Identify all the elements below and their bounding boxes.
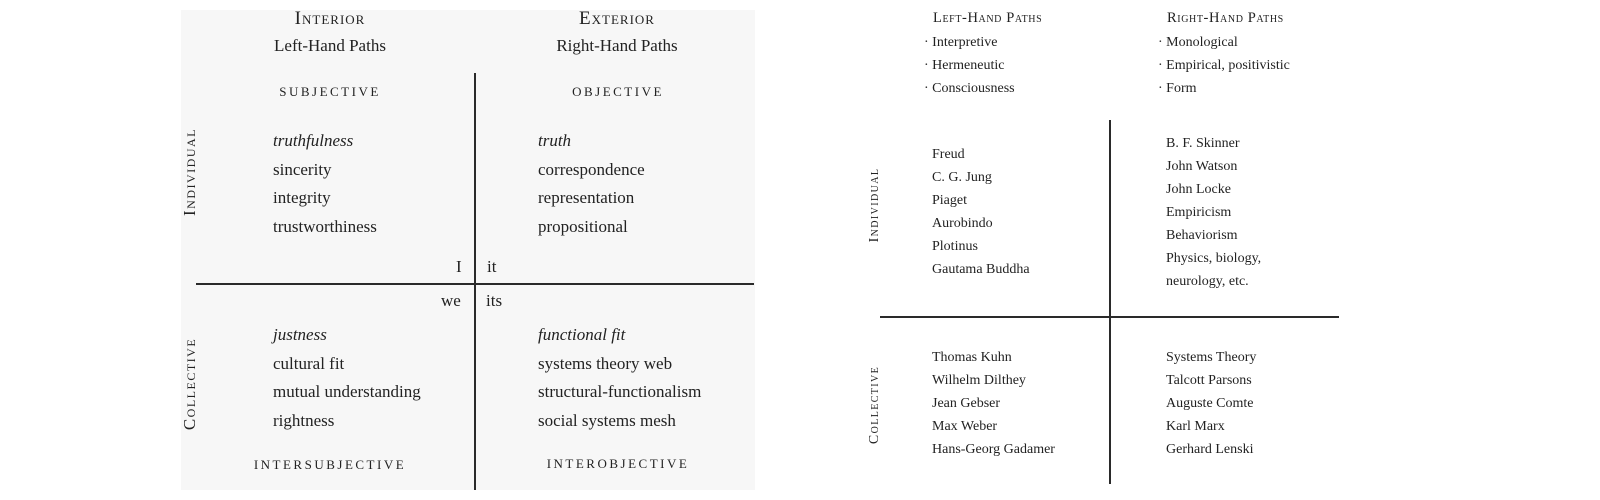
list-item: · Interpretive — [924, 35, 998, 50]
list-item: Karl Marx — [1166, 419, 1225, 434]
right-hand-bullets — [1158, 31, 1290, 100]
list-item: representation — [538, 188, 635, 207]
header-left-hand-paths: Left-Hand Paths — [933, 10, 1043, 26]
header-right-hand-paths: Right-Hand Paths — [1167, 10, 1284, 26]
quadrant-lower-right — [1166, 346, 1256, 461]
header-interior-sub: Left-Hand Paths — [274, 36, 386, 55]
list-item: John Locke — [1166, 182, 1231, 197]
list-item: structural-functionalism — [538, 382, 702, 401]
list-item: · Empirical, positivistic — [1158, 58, 1290, 73]
side-label-individual: Individual — [180, 128, 199, 216]
label-subjective: SUBJECTIVE — [279, 84, 381, 99]
list-item: Hans-Georg Gadamer — [932, 442, 1055, 457]
vertical-axis — [1109, 120, 1111, 484]
list-item: Max Weber — [932, 419, 998, 434]
list-item: Gerhard Lenski — [1166, 442, 1254, 457]
list-item: social systems mesh — [538, 410, 676, 430]
list-item: C. G. Jung — [932, 170, 992, 185]
quadrant-lower-right — [538, 321, 701, 435]
list-item: · Hermeneutic — [924, 58, 1005, 73]
quadrant-lead: functional fit — [538, 325, 626, 344]
list-item: Physics, biology, — [1166, 251, 1262, 266]
vertical-axis — [474, 73, 476, 490]
header-exterior: Exterior — [579, 8, 655, 29]
list-item: correspondence — [538, 159, 645, 179]
quadrant-lead: truthfulness — [273, 131, 354, 150]
list-item: Talcott Parsons — [1166, 373, 1252, 388]
list-item: neurology, etc. — [1166, 274, 1249, 289]
label-objective: OBJECTIVE — [572, 84, 664, 99]
side-label-collective: Collective — [180, 337, 199, 431]
list-item: integrity — [273, 188, 331, 207]
quadrant-upper-left — [932, 143, 1030, 281]
side-label-collective: Collective — [867, 365, 882, 445]
list-item: Piaget — [932, 193, 967, 208]
list-item: Behaviorism — [1166, 228, 1238, 243]
quadrant-upper-right — [1166, 132, 1261, 293]
list-item: Thomas Kuhn — [932, 350, 1012, 365]
label-intersubjective: INTERSUBJECTIVE — [253, 457, 407, 472]
list-item: John Watson — [1166, 159, 1238, 174]
list-item: Freud — [932, 147, 965, 162]
list-item: propositional — [538, 216, 628, 236]
list-item: Gautama Buddha — [932, 262, 1030, 277]
list-item: systems theory web — [538, 353, 673, 373]
quadrant-lower-left — [932, 346, 1055, 461]
list-item: Aurobindo — [932, 216, 993, 231]
list-item: Wilhelm Dilthey — [932, 373, 1026, 388]
list-item: sincerity — [273, 159, 332, 179]
side-label-individual: Individual — [867, 167, 882, 243]
list-item: Jean Gebser — [932, 396, 1001, 411]
list-item: · Form — [1158, 81, 1197, 96]
list-item: · Monological — [1158, 35, 1238, 50]
quadrant-lead: justness — [273, 325, 327, 344]
list-item: Empiricism — [1166, 205, 1232, 220]
pronoun-we: we — [441, 291, 461, 310]
left-hand-bullets — [924, 31, 1015, 100]
header-interior: Interior — [294, 8, 366, 29]
quadrant-upper-left — [273, 127, 377, 241]
quadrant-lead: truth — [538, 131, 572, 150]
pronoun-its: its — [486, 291, 503, 310]
list-item: mutual understanding — [273, 382, 421, 401]
label-interobjective: INTEROBJECTIVE — [546, 456, 690, 471]
list-item: Plotinus — [932, 239, 978, 254]
header-exterior-sub: Right-Hand Paths — [556, 36, 678, 55]
horizontal-axis — [880, 316, 1339, 318]
quadrant-lower-left — [273, 321, 421, 435]
list-item: trustworthiness — [273, 216, 377, 236]
list-item: B. F. Skinner — [1166, 136, 1240, 151]
pronoun-it: it — [487, 257, 497, 276]
pronoun-i: I — [456, 257, 462, 276]
list-item: rightness — [273, 410, 335, 430]
list-item: cultural fit — [273, 353, 345, 373]
list-item: · Consciousness — [924, 81, 1015, 96]
quadrant-upper-right — [538, 127, 645, 241]
list-item: Auguste Comte — [1166, 396, 1254, 411]
horizontal-axis — [196, 283, 754, 285]
list-item: Systems Theory — [1166, 350, 1257, 365]
